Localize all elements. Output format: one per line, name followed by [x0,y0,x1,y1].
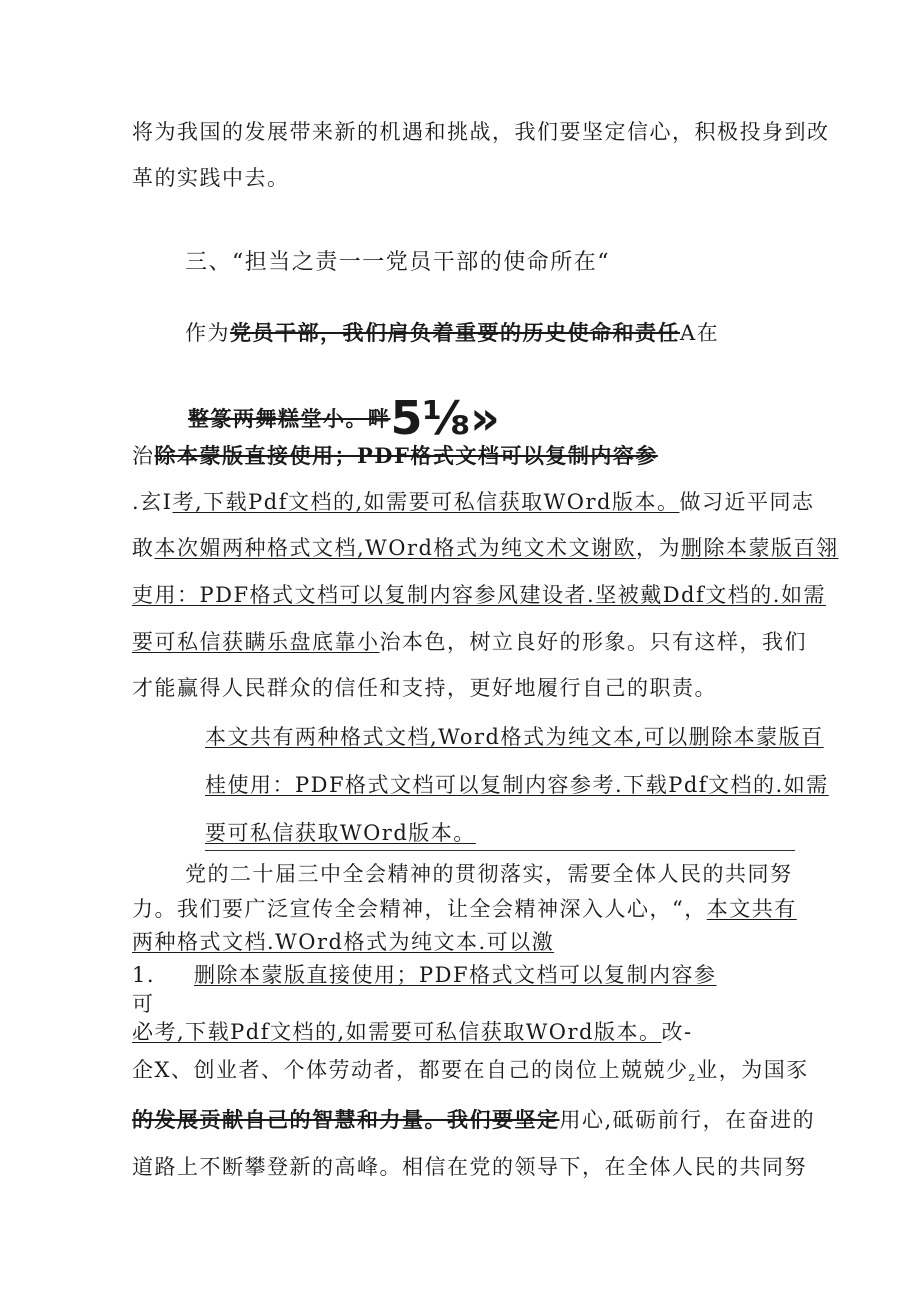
notice-line: 要可私信获取WOrd版本。 [205,821,476,845]
paragraph-line: 党的二十届三中全会精神的贯彻落实，需要全体人民的共同努 [185,862,793,886]
paragraph-line: 力。我们要广泛宣传全会精神，让全会精神深入人心，“，本文共有 [132,897,797,921]
notice-line: 本文共有两种格式文档,Word格式为纯文本,可以删除本蒙版百 [205,725,824,749]
paragraph-line: 要可私信获瞒乐盘底靠小治本色，树立良好的形象。只有这样，我们 [132,630,807,654]
paragraph-line: 治除本蒙版直接使用；PDF格式文档可以复制内容参 [132,443,658,468]
garbled-line: 整篆两舞糕堂小。畔5⅛» [188,391,500,445]
paragraph-line: 才能赢得人民群众的信任和支持，更好地履行自己的职责。 [132,676,717,700]
paragraph-line: 道路上不断攀登新的高峰。相信在党的领导下，在全体人民的共同努 [132,1155,807,1179]
paragraph-line: 将为我国的发展带来新的机遇和挑战，我们要坚定信心，积极投身到改 [132,120,830,144]
paragraph-line: 作为党员干部，我们肩负着重要的历史使命和责任A在 [185,320,720,345]
ocr-artifact-glyphs: 5⅛» [390,391,500,445]
paragraph-line: .玄I考,下载Pdf文档的,如需要可私信获取WOrd版本。做习近平同志 [132,490,815,514]
list-item: 1. 删除本蒙版直接使用；PDF格式文档可以复制内容参 [132,963,717,987]
section-heading: 三、“担当之责一一党员干部的使命所在“ [185,250,610,275]
paragraph-line: 可 [132,992,155,1016]
notice-rule [205,850,795,851]
paragraph-line: 吏用：PDF格式文档可以复制内容参风建设者.坚被戴Ddf文档的.如需 [132,583,826,607]
paragraph-line: 革的实践中去。 [132,166,290,190]
paragraph-line: 企X、创业者、个体劳动者，都要在自己的岗位上兢兢少z业，为国豕 [132,1058,809,1084]
notice-line: 桂使用：PDF格式文档可以复制内容参考.下载Pdf文档的.如需 [205,773,829,797]
paragraph-line: 的发展贡献自己的智慧和力量。我们要坚定用心,砥砺前行，在奋进的 [132,1107,816,1132]
paragraph-line: 敢本次媚两种格式文档,WOrd格式为纯文术文谢欧，为删除本蒙版百翎 [132,536,839,560]
paragraph-line: 必考,下载Pdf文档的,如需要可私信获取WOrd版本。改- [132,1020,693,1044]
paragraph-line: 两种格式文档.WOrd格式为纯文本.可以激 [132,930,555,954]
